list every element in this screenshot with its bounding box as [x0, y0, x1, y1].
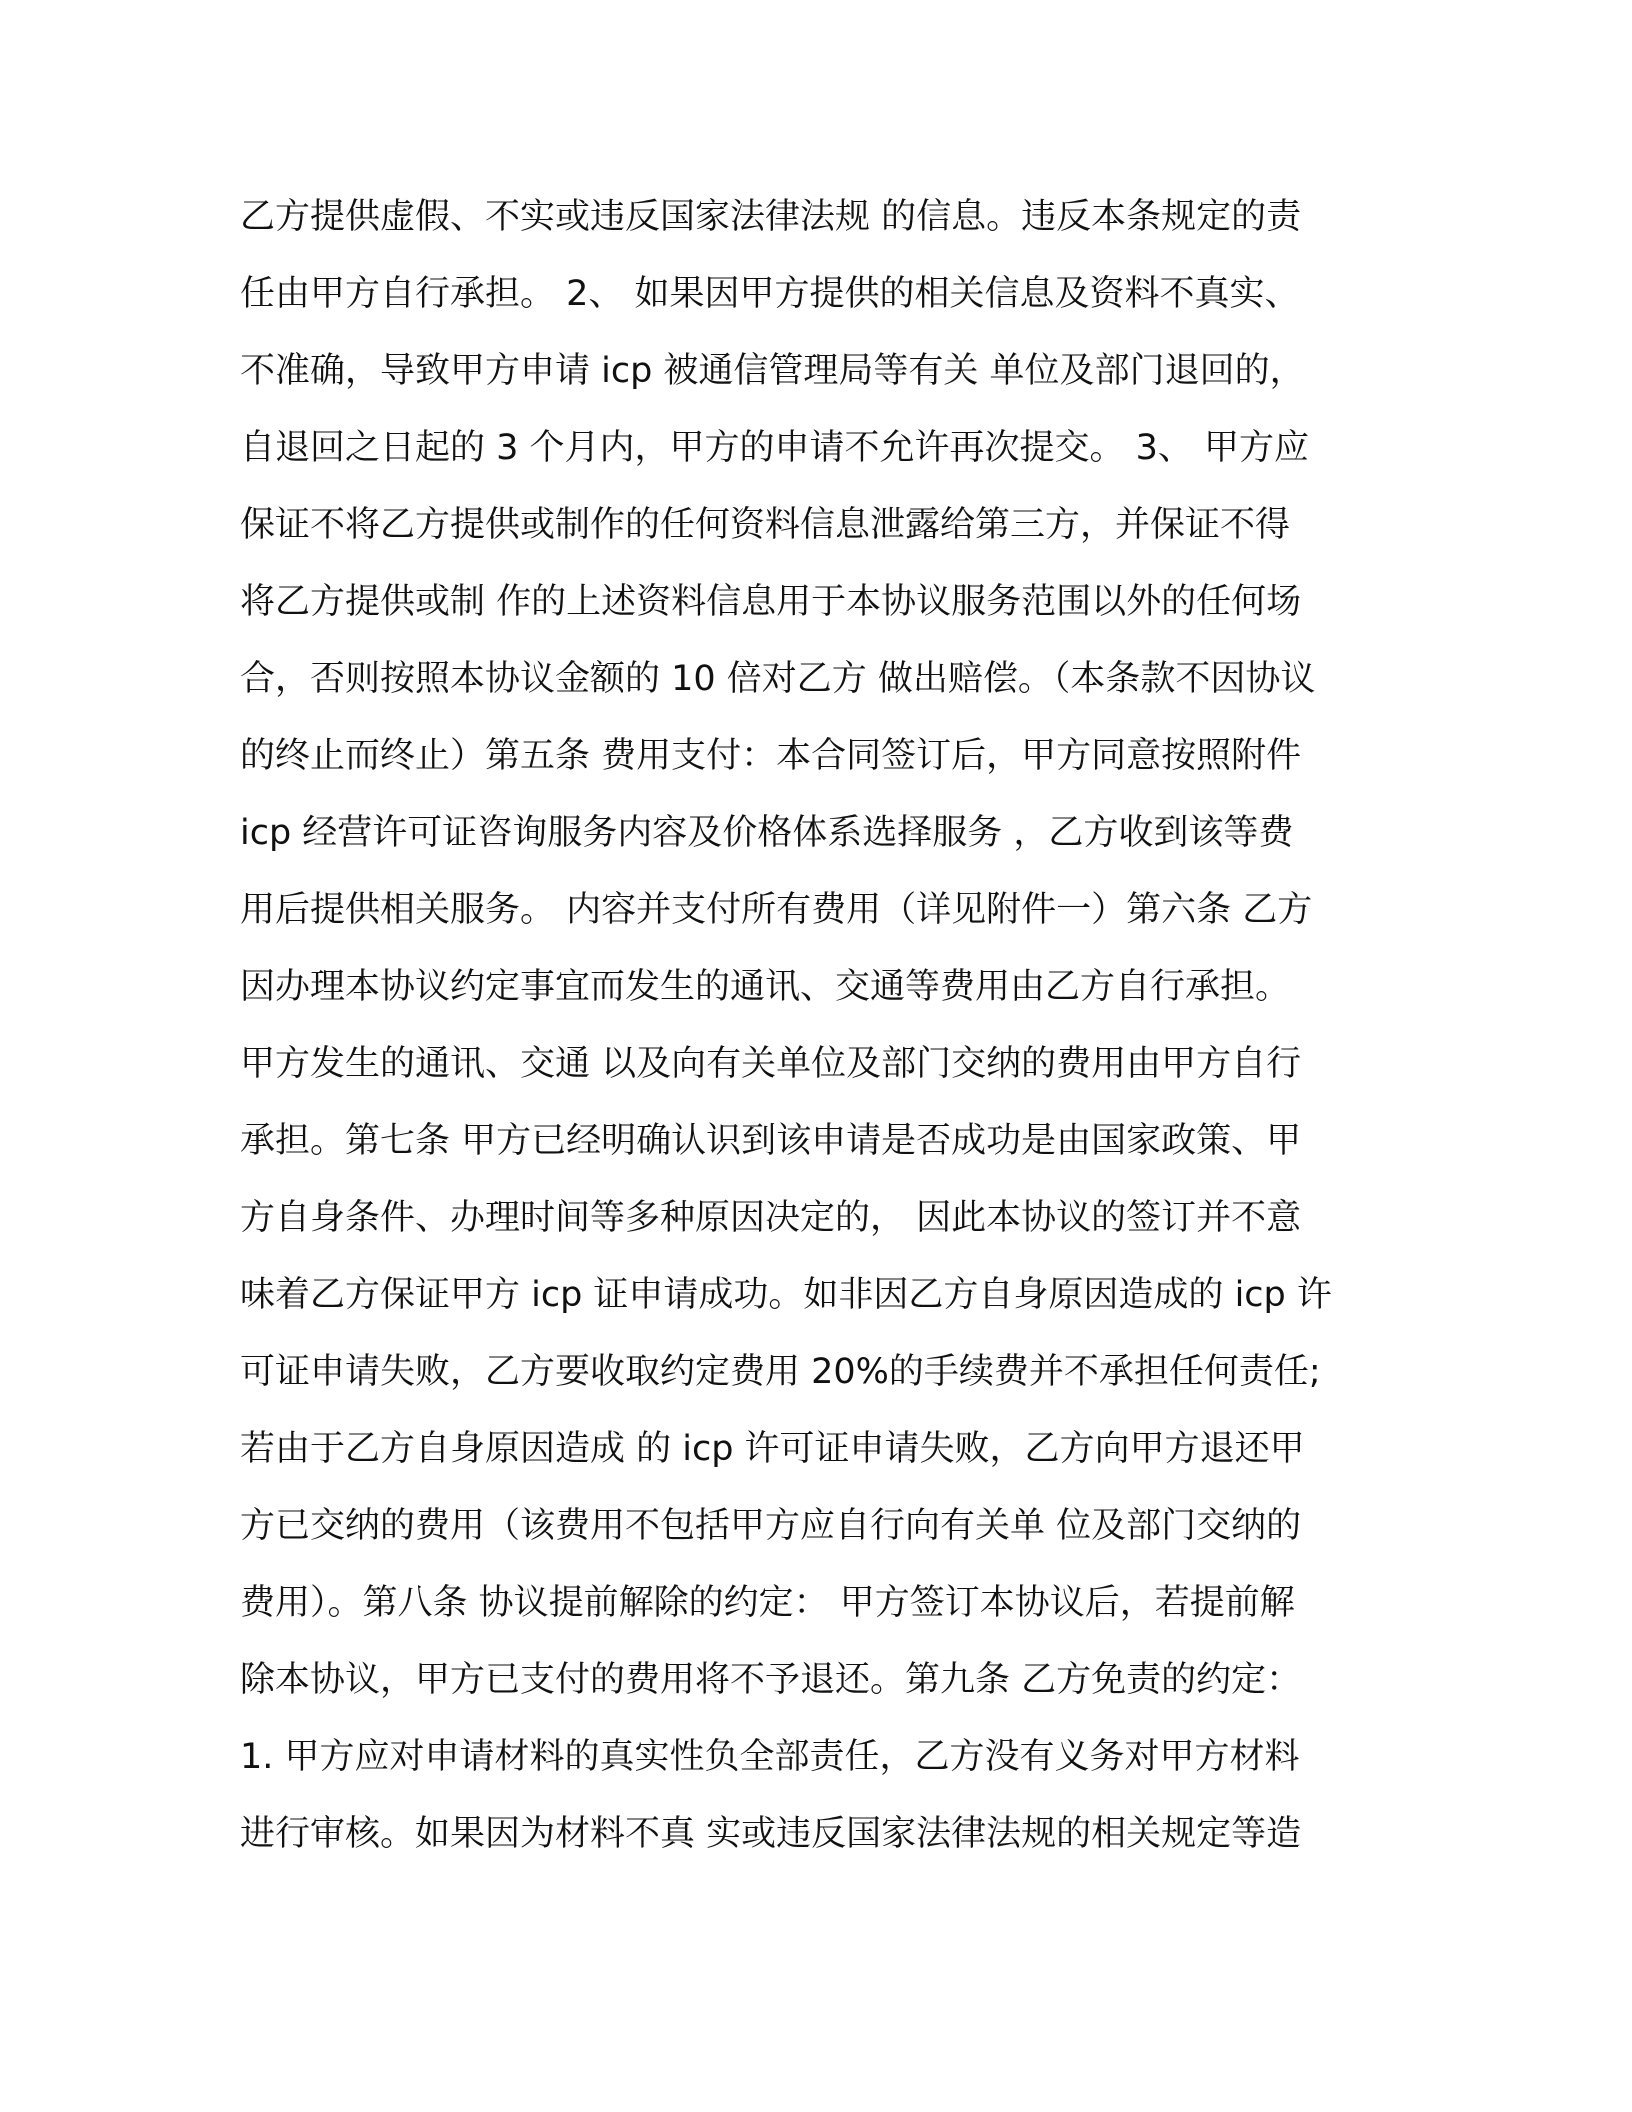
text-line: 因办理本协议约定事宜而发生的通讯、交通等费用由乙方自行承担。 — [240, 967, 1291, 1007]
text-line: 合，否则按照本协议金额的 10 倍对乙方 做出赔偿。（本条款不因协议 — [240, 659, 1316, 699]
text-line: 自退回之日起的 3 个月内，甲方的申请不允许再次提交。 3、 甲方应 — [240, 428, 1310, 468]
text-line: 除本协议，甲方已支付的费用将不予退还。第九条 乙方免责的约定： — [240, 1660, 1302, 1700]
text-line: 的终止而终止）第五条 费用支付：本合同签订后，甲方同意按照附件 — [240, 736, 1302, 776]
text-line: 任由甲方自行承担。 2、 如果因甲方提供的相关信息及资料不真实、 — [240, 274, 1300, 314]
text-line: 用后提供相关服务。 内容并支付所有费用（详见附件一）第六条 乙方 — [240, 890, 1313, 930]
text-line: 承担。第七条 甲方已经明确认识到该申请是否成功是由国家政策、甲 — [240, 1121, 1302, 1161]
text-line: 乙方提供虚假、不实或违反国家法律法规 的信息。违反本条规定的责 — [240, 197, 1302, 237]
text-line: 可证申请失败，乙方要收取约定费用 20%的手续费并不承担任何责任; — [240, 1352, 1321, 1392]
text-line: 方已交纳的费用（该费用不包括甲方应自行向有关单 位及部门交纳的 — [240, 1506, 1302, 1546]
text-line: 若由于乙方自身原因造成 的 icp 许可证申请失败，乙方向甲方退还甲 — [240, 1429, 1305, 1469]
text-line: 费用）。第八条 协议提前解除的约定： 甲方签订本协议后，若提前解 — [240, 1583, 1295, 1623]
text-line: 1. 甲方应对申请材料的真实性负全部责任，乙方没有义务对甲方材料 — [240, 1737, 1300, 1777]
document-body — [240, 192, 1400, 1886]
text-line: 味着乙方保证甲方 icp 证申请成功。如非因乙方自身原因造成的 icp 许 — [240, 1275, 1332, 1315]
text-line: 进行审核。如果因为材料不真 实或违反国家法律法规的相关规定等造 — [240, 1814, 1302, 1854]
text-line: 保证不将乙方提供或制作的任何资料信息泄露给第三方，并保证不得 — [240, 505, 1291, 545]
text-line: 不准确，导致甲方申请 icp 被通信管理局等有关 单位及部门退回的， — [240, 351, 1305, 391]
text-line: icp 经营许可证咨询服务内容及价格体系选择服务 ，乙方收到该等费 — [240, 813, 1294, 853]
text-line: 甲方发生的通讯、交通 以及向有关单位及部门交纳的费用由甲方自行 — [240, 1044, 1302, 1084]
text-line: 方自身条件、办理时间等多种原因决定的， 因此本协议的签订并不意 — [240, 1198, 1302, 1238]
text-line: 将乙方提供或制 作的上述资料信息用于本协议服务范围以外的任何场 — [240, 582, 1302, 622]
